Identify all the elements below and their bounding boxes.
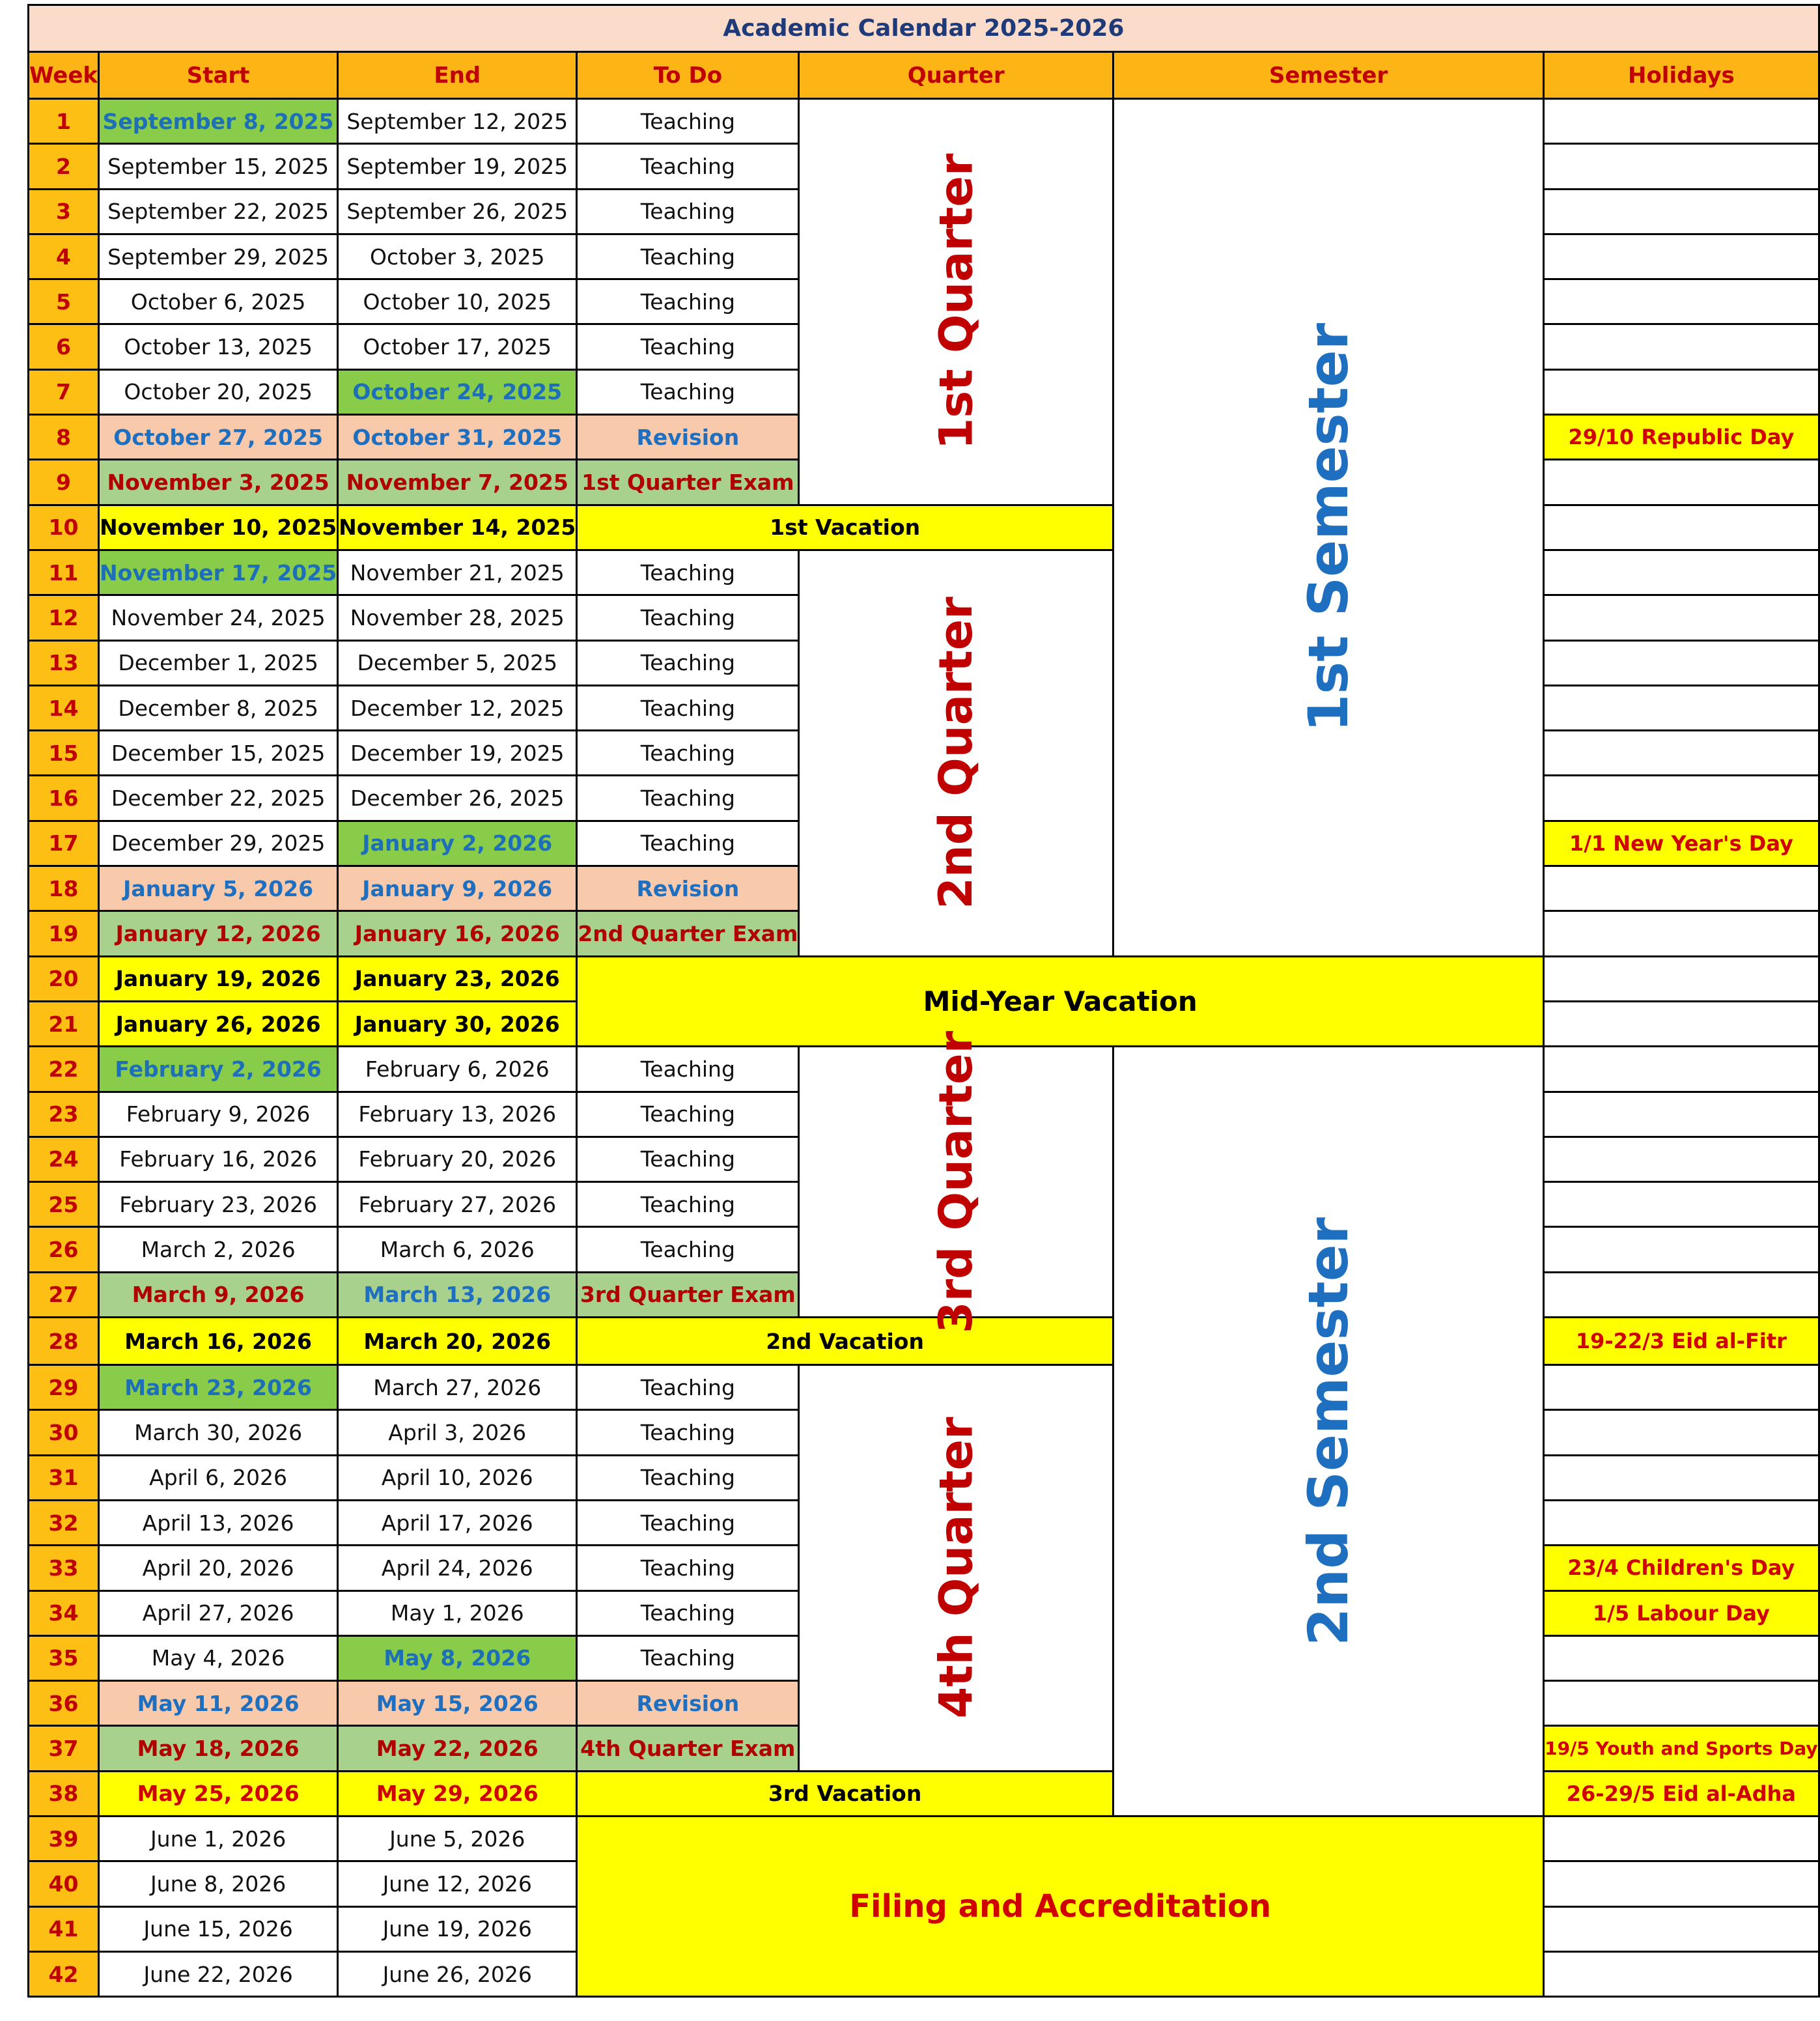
todo-cell: Teaching: [577, 1635, 799, 1680]
holiday-cell: [1544, 911, 1819, 956]
table-row: [29, 1318, 1819, 1365]
week-number: 13: [29, 640, 99, 685]
todo-cell: Teaching: [577, 369, 799, 414]
vacation-label: 2nd Vacation: [577, 1318, 1113, 1365]
end-date: June 19, 2026: [338, 1906, 577, 1951]
week-number: 32: [29, 1500, 99, 1545]
week-number: 36: [29, 1681, 99, 1726]
holiday-cell: 1/5 Labour Day: [1544, 1590, 1819, 1635]
todo-cell: Teaching: [577, 1092, 799, 1137]
holiday-cell: 23/4 Children's Day: [1544, 1546, 1819, 1590]
todo-cell: Teaching: [577, 595, 799, 640]
start-date: January 19, 2026: [99, 956, 338, 1001]
end-date: January 16, 2026: [338, 911, 577, 956]
todo-cell: Revision: [577, 415, 799, 460]
end-date: November 28, 2025: [338, 595, 577, 640]
header-semester: Semester: [1113, 52, 1543, 99]
start-date: March 23, 2026: [99, 1365, 338, 1410]
todo-cell: Revision: [577, 866, 799, 911]
end-date: February 27, 2026: [338, 1182, 577, 1227]
start-date: June 8, 2026: [99, 1861, 338, 1906]
start-date: January 12, 2026: [99, 911, 338, 956]
week-number: 15: [29, 731, 99, 776]
start-date: December 8, 2025: [99, 685, 338, 730]
holiday-cell: [1544, 505, 1819, 550]
end-date: February 6, 2026: [338, 1047, 577, 1092]
quarter-text: 4th Quarter: [929, 1417, 983, 1719]
todo-cell: Teaching: [577, 1410, 799, 1455]
week-number: 42: [29, 1951, 99, 1996]
holiday-cell: [1544, 1410, 1819, 1455]
week-number: 25: [29, 1182, 99, 1227]
table-row: [29, 1365, 1819, 1410]
holiday-cell: [1544, 595, 1819, 640]
header-todo: To Do: [577, 52, 799, 99]
semester-text: 1st Semester: [1296, 322, 1361, 732]
end-date: January 23, 2026: [338, 956, 577, 1001]
holiday-cell: [1544, 1092, 1819, 1137]
week-number: 28: [29, 1318, 99, 1365]
vacation-label: 1st Vacation: [577, 505, 1113, 550]
end-date: March 6, 2026: [338, 1227, 577, 1272]
table-row: [29, 1771, 1819, 1816]
holiday-cell: 1/1 New Year's Day: [1544, 821, 1819, 866]
week-number: 18: [29, 866, 99, 911]
quarter-text: 1st Quarter: [929, 153, 983, 450]
start-date: February 16, 2026: [99, 1137, 338, 1181]
end-date: January 9, 2026: [338, 866, 577, 911]
week-number: 40: [29, 1861, 99, 1906]
end-date: September 19, 2025: [338, 144, 577, 189]
holiday-cell: [1544, 640, 1819, 685]
table-row: [29, 1047, 1819, 1092]
end-date: March 13, 2026: [338, 1272, 577, 1317]
week-number: 34: [29, 1590, 99, 1635]
vacation-label: Mid-Year Vacation: [577, 956, 1544, 1047]
todo-cell: Teaching: [577, 1590, 799, 1635]
start-date: May 25, 2026: [99, 1771, 338, 1816]
start-date: March 16, 2026: [99, 1318, 338, 1365]
todo-cell: Teaching: [577, 99, 799, 144]
week-number: 7: [29, 369, 99, 414]
start-date: December 29, 2025: [99, 821, 338, 866]
todo-cell: Teaching: [577, 550, 799, 595]
quarter-text: 3rd Quarter: [929, 1030, 983, 1333]
quarter-label: [799, 550, 1113, 956]
week-number: 19: [29, 911, 99, 956]
end-date: May 29, 2026: [338, 1771, 577, 1816]
quarter-label: [799, 1030, 1113, 1333]
holiday-cell: [1544, 1681, 1819, 1726]
week-number: 3: [29, 189, 99, 234]
end-date: December 5, 2025: [338, 640, 577, 685]
end-date: November 21, 2025: [338, 550, 577, 595]
week-number: 22: [29, 1047, 99, 1092]
start-date: December 22, 2025: [99, 776, 338, 821]
table-row: [29, 550, 1819, 595]
end-date: April 10, 2026: [338, 1455, 577, 1500]
start-date: April 27, 2026: [99, 1590, 338, 1635]
start-date: January 5, 2026: [99, 866, 338, 911]
start-date: October 27, 2025: [99, 415, 338, 460]
end-date: October 17, 2025: [338, 324, 577, 369]
start-date: January 26, 2026: [99, 1001, 338, 1046]
end-date: February 13, 2026: [338, 1092, 577, 1137]
holiday-cell: [1544, 685, 1819, 730]
holiday-cell: [1544, 1001, 1819, 1046]
todo-cell: Teaching: [577, 640, 799, 685]
week-number: 39: [29, 1816, 99, 1861]
holiday-cell: [1544, 1635, 1819, 1680]
end-date: September 12, 2025: [338, 99, 577, 144]
week-number: 30: [29, 1410, 99, 1455]
end-date: January 30, 2026: [338, 1001, 577, 1046]
end-date: October 10, 2025: [338, 279, 577, 324]
quarter-label: [799, 1365, 1113, 1772]
end-date: May 22, 2026: [338, 1726, 577, 1771]
week-number: 37: [29, 1726, 99, 1771]
start-date: June 22, 2026: [99, 1951, 338, 1996]
week-number: 2: [29, 144, 99, 189]
week-number: 20: [29, 956, 99, 1001]
vacation-label: 3rd Vacation: [577, 1771, 1113, 1816]
start-date: September 29, 2025: [99, 234, 338, 279]
holiday-cell: [1544, 1047, 1819, 1092]
start-date: March 30, 2026: [99, 1410, 338, 1455]
todo-cell: Revision: [577, 1681, 799, 1726]
end-date: February 20, 2026: [338, 1137, 577, 1181]
week-number: 26: [29, 1227, 99, 1272]
todo-cell: 3rd Quarter Exam: [577, 1272, 799, 1317]
week-number: 29: [29, 1365, 99, 1410]
end-date: March 27, 2026: [338, 1365, 577, 1410]
header-end: End: [338, 52, 577, 99]
week-number: 35: [29, 1635, 99, 1680]
start-date: November 17, 2025: [99, 550, 338, 595]
start-date: November 10, 2025: [99, 505, 338, 550]
start-date: October 6, 2025: [99, 279, 338, 324]
start-date: May 18, 2026: [99, 1726, 338, 1771]
holiday-cell: [1544, 776, 1819, 821]
semester-text: 2nd Semester: [1296, 1217, 1361, 1646]
holiday-cell: [1544, 866, 1819, 911]
start-date: April 20, 2026: [99, 1546, 338, 1590]
todo-cell: Teaching: [577, 776, 799, 821]
holiday-cell: [1544, 1500, 1819, 1545]
holiday-cell: [1544, 1455, 1819, 1500]
holiday-cell: 29/10 Republic Day: [1544, 415, 1819, 460]
end-date: April 17, 2026: [338, 1500, 577, 1545]
week-number: 8: [29, 415, 99, 460]
week-number: 4: [29, 234, 99, 279]
week-number: 41: [29, 1906, 99, 1951]
end-date: April 24, 2026: [338, 1546, 577, 1590]
end-date: June 26, 2026: [338, 1951, 577, 1996]
week-number: 31: [29, 1455, 99, 1500]
holiday-cell: [1544, 144, 1819, 189]
start-date: October 20, 2025: [99, 369, 338, 414]
holiday-cell: [1544, 1906, 1819, 1951]
week-number: 5: [29, 279, 99, 324]
quarter-text: 2nd Quarter: [929, 597, 983, 910]
todo-cell: 1st Quarter Exam: [577, 460, 799, 505]
end-date: November 14, 2025: [338, 505, 577, 550]
holiday-cell: [1544, 460, 1819, 505]
holiday-cell: [1544, 1272, 1819, 1317]
todo-cell: Teaching: [577, 1047, 799, 1092]
week-number: 24: [29, 1137, 99, 1181]
todo-cell: Teaching: [577, 189, 799, 234]
end-date: October 31, 2025: [338, 415, 577, 460]
todo-cell: Teaching: [577, 144, 799, 189]
calendar-title: Academic Calendar 2025-2026: [29, 5, 1819, 52]
end-date: October 24, 2025: [338, 369, 577, 414]
todo-cell: Teaching: [577, 1182, 799, 1227]
week-number: 27: [29, 1272, 99, 1317]
week-number: 23: [29, 1092, 99, 1137]
vacation-label: Filing and Accreditation: [577, 1816, 1544, 1996]
holiday-cell: [1544, 279, 1819, 324]
holiday-cell: [1544, 731, 1819, 776]
todo-cell: 2nd Quarter Exam: [577, 911, 799, 956]
holiday-cell: [1544, 1137, 1819, 1181]
start-date: September 15, 2025: [99, 144, 338, 189]
table-row: [29, 99, 1819, 144]
holiday-cell: [1544, 324, 1819, 369]
week-number: 6: [29, 324, 99, 369]
end-date: December 19, 2025: [338, 731, 577, 776]
start-date: June 15, 2026: [99, 1906, 338, 1951]
start-date: September 8, 2025: [99, 99, 338, 144]
start-date: February 2, 2026: [99, 1047, 338, 1092]
table-row: [29, 1816, 1819, 1861]
end-date: September 26, 2025: [338, 189, 577, 234]
week-number: 10: [29, 505, 99, 550]
start-date: October 13, 2025: [99, 324, 338, 369]
semester-label: [1113, 1047, 1543, 1816]
end-date: May 15, 2026: [338, 1681, 577, 1726]
holiday-cell: 26-29/5 Eid al-Adha: [1544, 1771, 1819, 1816]
start-date: March 2, 2026: [99, 1227, 338, 1272]
week-number: 33: [29, 1546, 99, 1590]
todo-cell: Teaching: [577, 279, 799, 324]
week-number: 11: [29, 550, 99, 595]
start-date: September 22, 2025: [99, 189, 338, 234]
holiday-cell: [1544, 956, 1819, 1001]
start-date: May 11, 2026: [99, 1681, 338, 1726]
start-date: December 15, 2025: [99, 731, 338, 776]
holiday-cell: [1544, 234, 1819, 279]
week-number: 12: [29, 595, 99, 640]
holiday-cell: [1544, 369, 1819, 414]
start-date: June 1, 2026: [99, 1816, 338, 1861]
week-number: 14: [29, 685, 99, 730]
end-date: December 12, 2025: [338, 685, 577, 730]
table-row: [29, 956, 1819, 1001]
end-date: November 7, 2025: [338, 460, 577, 505]
holiday-cell: [1544, 1365, 1819, 1410]
week-number: 21: [29, 1001, 99, 1046]
end-date: March 20, 2026: [338, 1318, 577, 1365]
todo-cell: Teaching: [577, 324, 799, 369]
holiday-cell: [1544, 189, 1819, 234]
header-quarter: Quarter: [799, 52, 1113, 99]
todo-cell: Teaching: [577, 685, 799, 730]
todo-cell: Teaching: [577, 1455, 799, 1500]
start-date: April 13, 2026: [99, 1500, 338, 1545]
week-number: 1: [29, 99, 99, 144]
header-week: Week: [29, 52, 99, 99]
holiday-cell: [1544, 1182, 1819, 1227]
table-row: [29, 505, 1819, 550]
todo-cell: Teaching: [577, 731, 799, 776]
header-start: Start: [99, 52, 338, 99]
todo-cell: Teaching: [577, 1227, 799, 1272]
todo-cell: 4th Quarter Exam: [577, 1726, 799, 1771]
end-date: April 3, 2026: [338, 1410, 577, 1455]
start-date: November 3, 2025: [99, 460, 338, 505]
todo-cell: Teaching: [577, 1137, 799, 1181]
holiday-cell: 19-22/3 Eid al-Fitr: [1544, 1318, 1819, 1365]
holiday-cell: [1544, 1227, 1819, 1272]
end-date: June 12, 2026: [338, 1861, 577, 1906]
start-date: April 6, 2026: [99, 1455, 338, 1500]
start-date: February 9, 2026: [99, 1092, 338, 1137]
start-date: November 24, 2025: [99, 595, 338, 640]
holiday-cell: 19/5 Youth and Sports Day: [1544, 1726, 1819, 1771]
todo-cell: Teaching: [577, 1546, 799, 1590]
week-number: 38: [29, 1771, 99, 1816]
quarter-label: [799, 99, 1113, 505]
holiday-cell: [1544, 99, 1819, 144]
todo-cell: Teaching: [577, 1500, 799, 1545]
start-date: March 9, 2026: [99, 1272, 338, 1317]
holiday-cell: [1544, 1861, 1819, 1906]
holiday-cell: [1544, 1951, 1819, 1996]
todo-cell: Teaching: [577, 1365, 799, 1410]
end-date: December 26, 2025: [338, 776, 577, 821]
semester-label: [1113, 99, 1543, 957]
academic-calendar-table: [27, 4, 1820, 1998]
todo-cell: Teaching: [577, 821, 799, 866]
start-date: February 23, 2026: [99, 1182, 338, 1227]
end-date: May 1, 2026: [338, 1590, 577, 1635]
end-date: October 3, 2025: [338, 234, 577, 279]
header-holidays: Holidays: [1544, 52, 1819, 99]
week-number: 9: [29, 460, 99, 505]
end-date: June 5, 2026: [338, 1816, 577, 1861]
todo-cell: Teaching: [577, 234, 799, 279]
start-date: May 4, 2026: [99, 1635, 338, 1680]
end-date: January 2, 2026: [338, 821, 577, 866]
week-number: 17: [29, 821, 99, 866]
start-date: December 1, 2025: [99, 640, 338, 685]
holiday-cell: [1544, 550, 1819, 595]
week-number: 16: [29, 776, 99, 821]
holiday-cell: [1544, 1816, 1819, 1861]
end-date: May 8, 2026: [338, 1635, 577, 1680]
